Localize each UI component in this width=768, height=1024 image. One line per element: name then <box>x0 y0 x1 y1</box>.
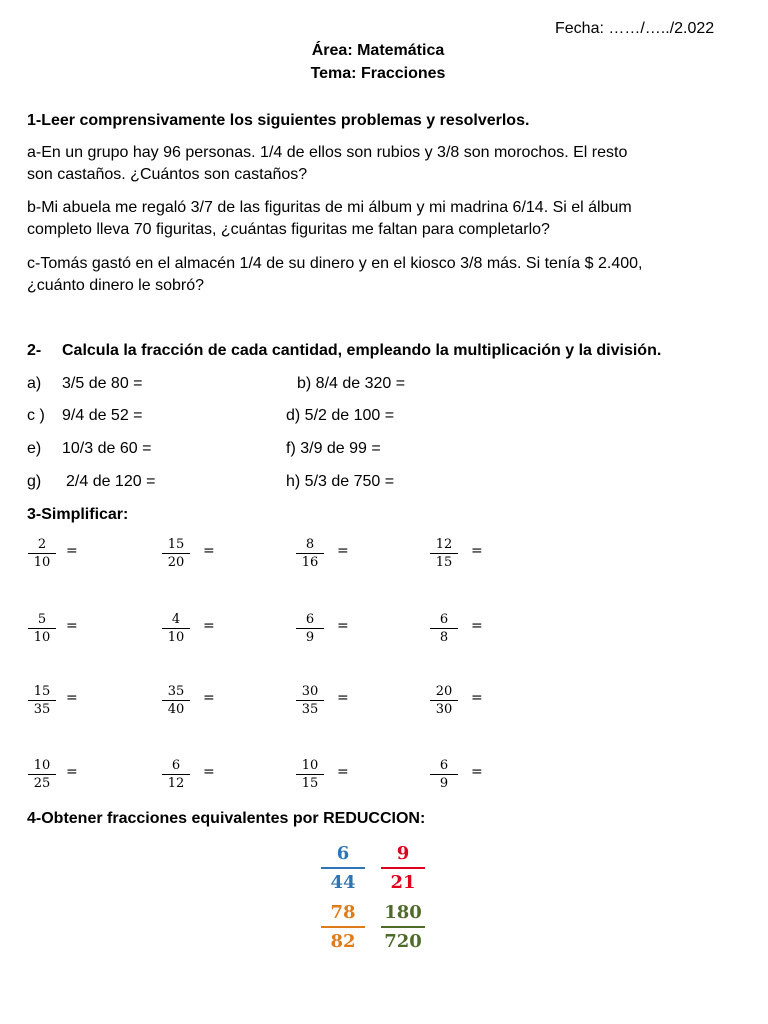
simplify-fraction <box>28 612 56 645</box>
equals-sign: = <box>337 618 349 634</box>
fraction-denominator: 35 <box>33 702 51 717</box>
fraction-numerator: 10 <box>301 758 319 773</box>
equals-sign: = <box>66 690 78 706</box>
simplify-fraction <box>28 758 56 791</box>
fraction-numerator: 35 <box>167 684 185 699</box>
simplify-fraction <box>162 758 190 791</box>
section1-title: 1-Leer comprensivamente los siguientes problemas y resolverlos. <box>27 112 530 129</box>
exercise-e-label: e) <box>27 440 42 457</box>
fraction-numerator: 30 <box>301 684 319 699</box>
exercise-d: d) 5/2 de 100 = <box>286 407 395 424</box>
equals-sign: = <box>337 764 349 780</box>
fraction-denominator: 9 <box>439 776 449 791</box>
date-field: Fecha: ……/…../2.022 <box>555 20 715 37</box>
equals-sign: = <box>203 690 215 706</box>
exercise-a: 3/5 de 80 = <box>62 375 143 392</box>
equals-sign: = <box>66 618 78 634</box>
section4-title: 4-Obtener fracciones equivalentes por REDUCCION: <box>27 810 426 827</box>
fraction-denominator: 15 <box>301 776 319 791</box>
exercise-c: 9/4 de 52 = <box>62 407 143 424</box>
fraction-denominator: 16 <box>301 555 319 570</box>
simplify-fraction <box>296 537 324 570</box>
simplify-fraction <box>296 758 324 791</box>
exercise-b: b) 8/4 de 320 = <box>297 375 406 392</box>
simplify-fraction <box>430 612 458 645</box>
simplify-fraction <box>430 684 458 717</box>
fraction-numerator: 12 <box>435 537 453 552</box>
fraction-numerator: 15 <box>33 684 51 699</box>
equals-sign: = <box>66 764 78 780</box>
simplify-fraction <box>162 537 190 570</box>
fraction-numerator: 10 <box>33 758 51 773</box>
simplify-fraction <box>28 684 56 717</box>
fraction-numerator: 6 <box>439 758 449 773</box>
problem-a-line2: son castaños. ¿Cuántos son castaños? <box>27 166 308 183</box>
fraction-bar <box>321 867 365 869</box>
fraction-bar <box>381 926 425 928</box>
fraction-denominator: 30 <box>435 702 453 717</box>
section2-title: Calcula la fracción de cada cantidad, empleando la multiplicación y la división. <box>62 342 662 359</box>
fraction-denominator: 10 <box>33 630 51 645</box>
problem-b-line1: b-Mi abuela me regaló 3/7 de las figuritas de mi álbum y mi madrina 6/14. Si el álbum <box>27 199 632 216</box>
fraction-bar <box>381 867 425 869</box>
fraction-numerator: 15 <box>167 537 185 552</box>
fraction-numerator: 2 <box>37 537 47 552</box>
fraction-denominator: 25 <box>33 776 51 791</box>
fraction-denominator: 20 <box>167 555 185 570</box>
fraction-numerator: 6 <box>171 758 181 773</box>
fraction-denominator: 15 <box>435 555 453 570</box>
equals-sign: = <box>337 543 349 559</box>
problem-a-line1: a-En un grupo hay 96 personas. 1/4 de ellos son rubios y 3/8 son morochos. El resto <box>27 144 628 161</box>
section3-title: 3-Simplificar: <box>27 506 129 523</box>
exercise-f: f) 3/9 de 99 = <box>286 440 381 457</box>
fraction-denominator: 10 <box>167 630 185 645</box>
exercise-a-label: a) <box>27 375 42 392</box>
equals-sign: = <box>471 690 483 706</box>
exercise-c-label: c ) <box>27 407 45 424</box>
fraction-denominator: 8 <box>439 630 449 645</box>
fraction-numerator: 9 <box>396 843 410 864</box>
simplify-fraction <box>28 537 56 570</box>
simplify-fraction <box>162 612 190 645</box>
equals-sign: = <box>66 543 78 559</box>
problem-c-line1: c-Tomás gastó en el almacén 1/4 de su dinero y en el kiosco 3/8 más. Si tenía $ 2.400, <box>27 255 643 272</box>
simplify-fraction <box>430 758 458 791</box>
problem-c-line2: ¿cuánto dinero le sobró? <box>27 277 204 294</box>
exercise-h: h) 5/3 de 750 = <box>286 473 395 490</box>
exercise-g-label: g) <box>27 473 42 490</box>
section2-number: 2- <box>27 342 42 359</box>
reduction-fraction <box>381 843 425 894</box>
equals-sign: = <box>337 690 349 706</box>
simplify-fraction <box>296 684 324 717</box>
fraction-numerator: 20 <box>435 684 453 699</box>
equals-sign: = <box>471 764 483 780</box>
fraction-numerator: 6 <box>305 612 315 627</box>
reduction-fraction <box>321 902 365 953</box>
fraction-denominator: 40 <box>167 702 185 717</box>
exercise-e: 10/3 de 60 = <box>62 440 152 457</box>
fraction-denominator: 10 <box>33 555 51 570</box>
simplify-fraction <box>162 684 190 717</box>
fraction-numerator: 6 <box>439 612 449 627</box>
fraction-denominator: 12 <box>167 776 185 791</box>
reduction-fraction <box>321 843 365 894</box>
fraction-numerator: 4 <box>171 612 181 627</box>
fraction-numerator: 78 <box>330 902 356 923</box>
simplify-fraction <box>296 612 324 645</box>
reduction-fraction <box>381 902 425 953</box>
fraction-numerator: 180 <box>384 902 422 923</box>
problem-b-line2: completo lleva 70 figuritas, ¿cuántas figuritas me faltan para completarlo? <box>27 221 550 238</box>
fraction-bar <box>321 926 365 928</box>
equals-sign: = <box>471 618 483 634</box>
fraction-numerator: 8 <box>305 537 315 552</box>
fraction-denominator: 44 <box>330 872 356 893</box>
fraction-numerator: 6 <box>336 843 350 864</box>
fraction-denominator: 35 <box>301 702 319 717</box>
fraction-denominator: 82 <box>330 931 356 952</box>
equals-sign: = <box>471 543 483 559</box>
equals-sign: = <box>203 618 215 634</box>
area-title: Área: Matemática <box>311 42 445 59</box>
fraction-denominator: 21 <box>390 872 416 893</box>
fraction-denominator: 9 <box>305 630 315 645</box>
equals-sign: = <box>203 543 215 559</box>
fraction-denominator: 720 <box>384 931 422 952</box>
fraction-numerator: 5 <box>37 612 47 627</box>
topic-title: Tema: Fracciones <box>310 65 446 82</box>
equals-sign: = <box>203 764 215 780</box>
exercise-g: 2/4 de 120 = <box>66 473 156 490</box>
simplify-fraction <box>430 537 458 570</box>
